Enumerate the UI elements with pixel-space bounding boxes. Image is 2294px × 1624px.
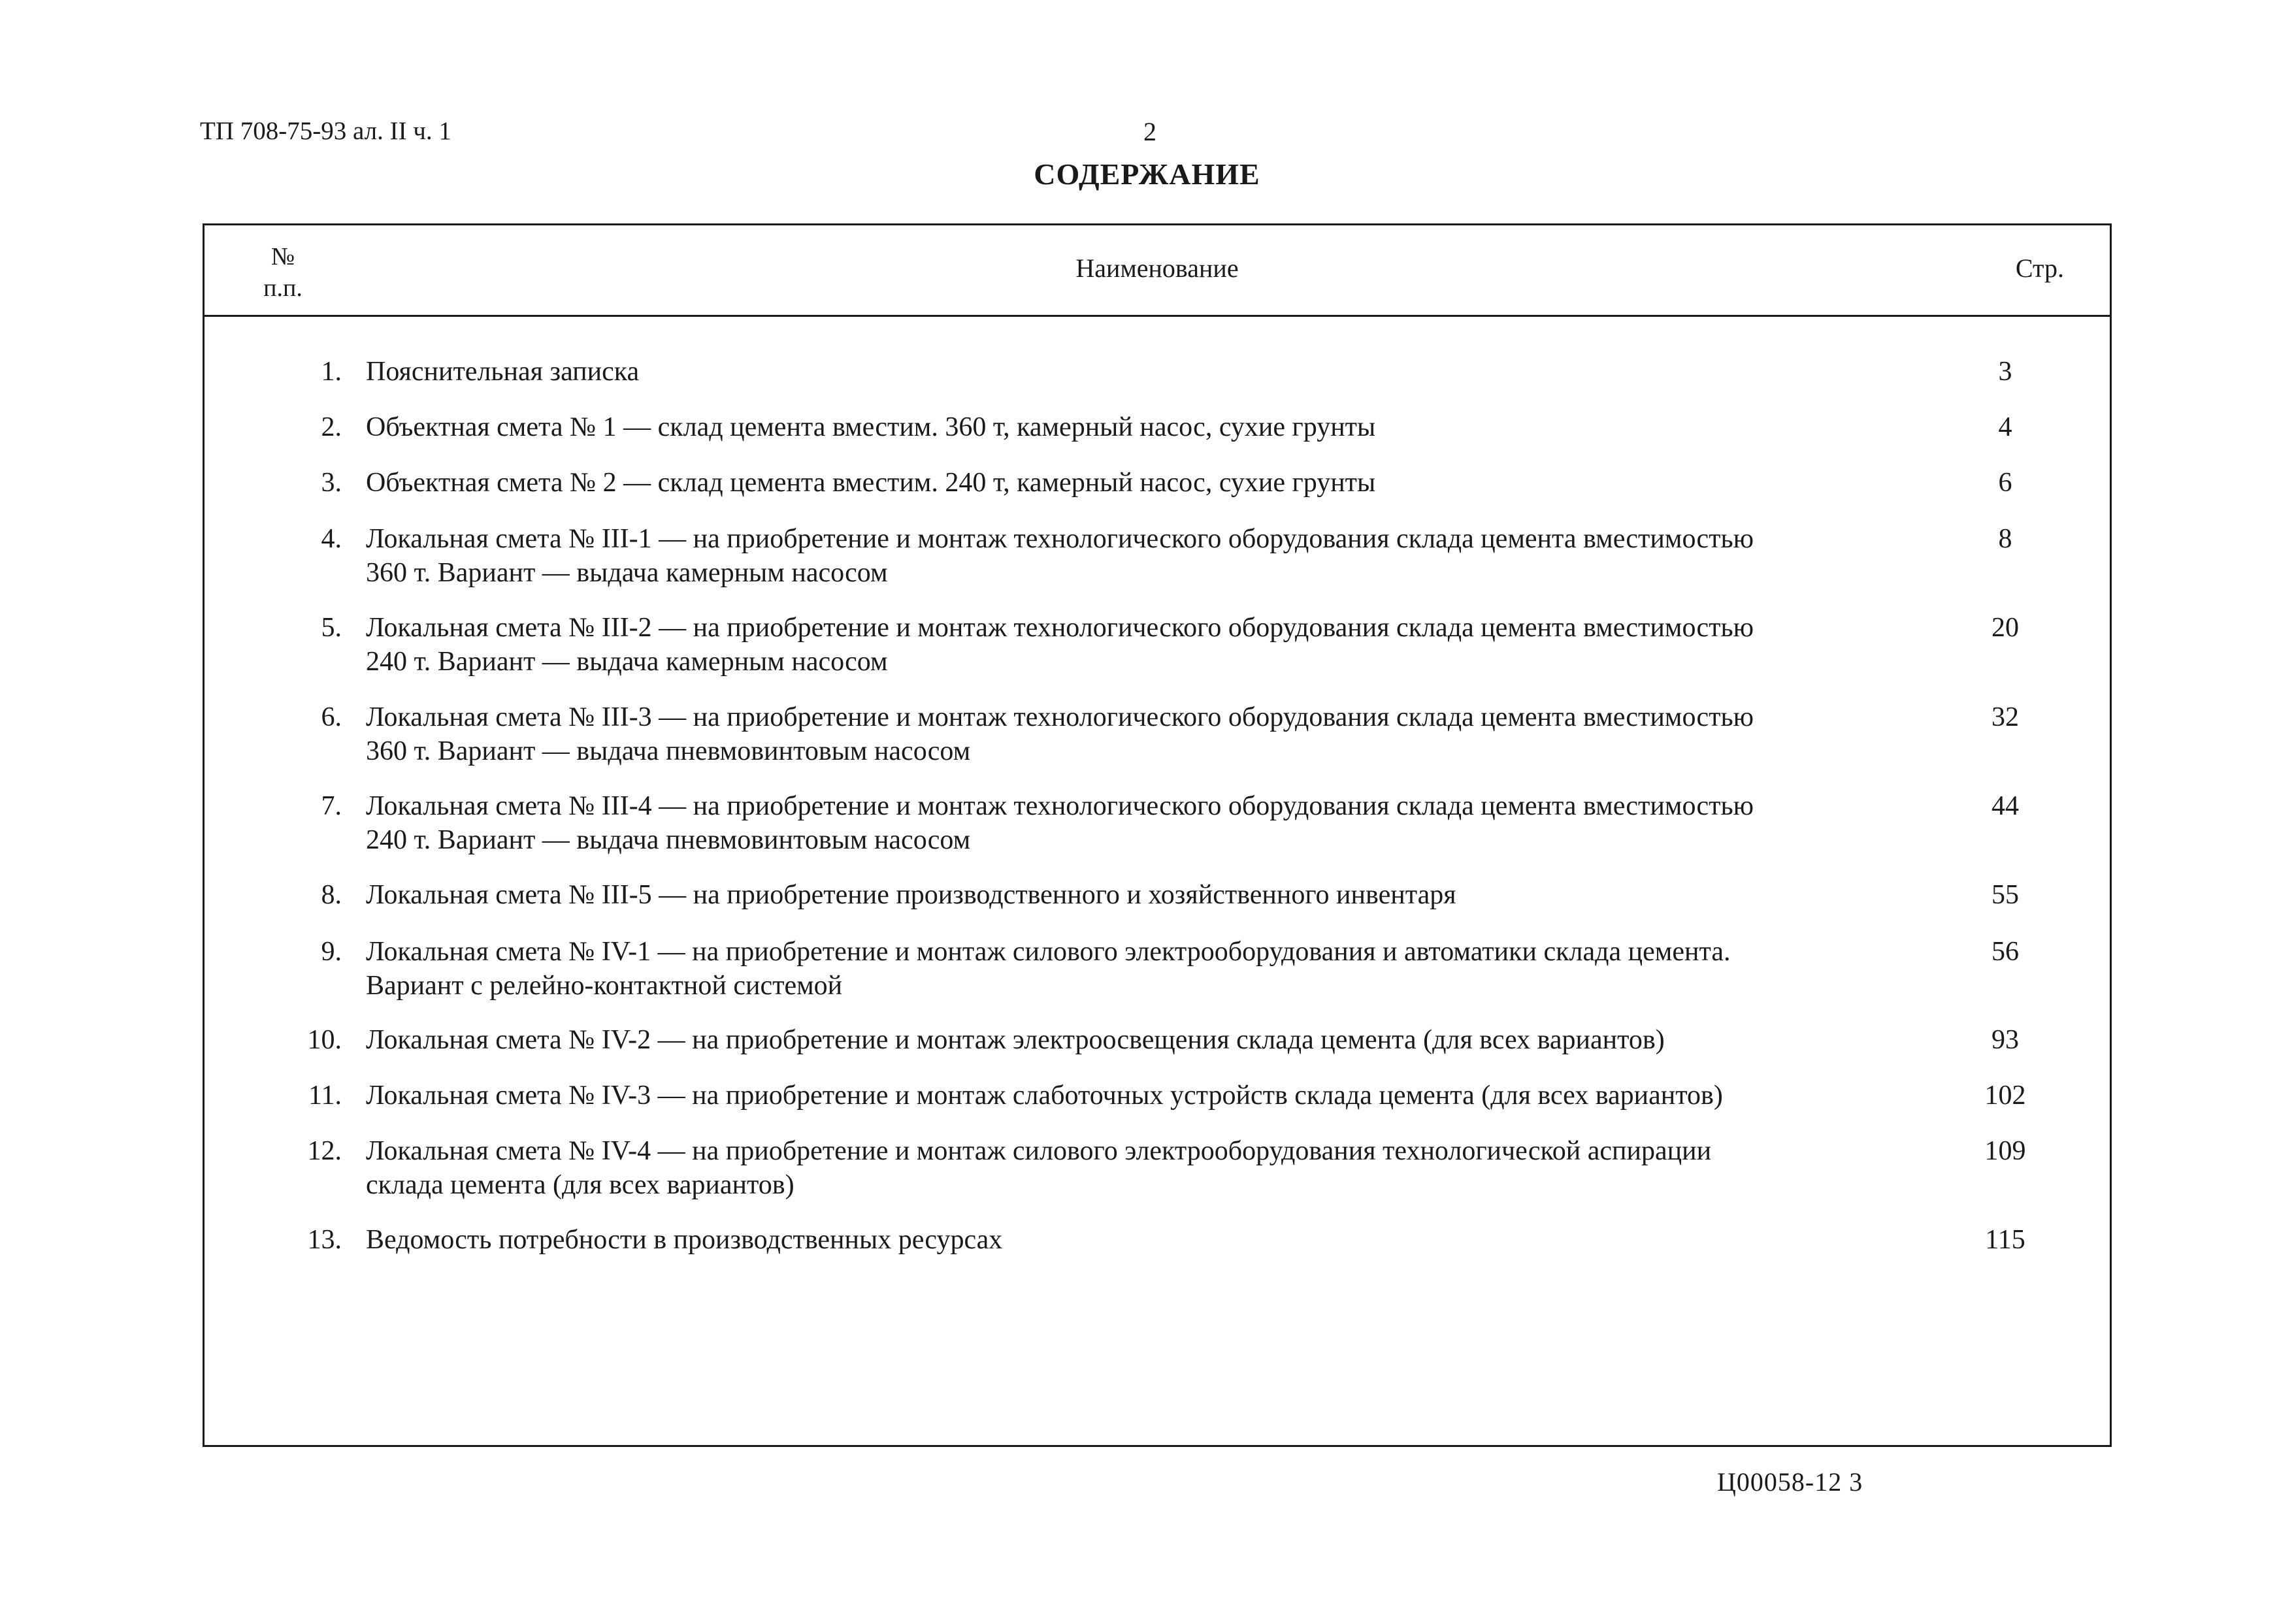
row-title-line: склада цемента (для всех вариантов): [366, 1170, 795, 1200]
row-title: [366, 611, 2155, 679]
row-page: 6: [1998, 468, 2012, 498]
column-header-number-line2: п.п.: [263, 274, 303, 302]
row-page: 3: [1998, 357, 2012, 387]
row-number: 1.: [321, 357, 342, 387]
row-title-line: Локальная смета № III-2 — на приобретение и монтаж технологического оборудования склада цемента вместимостью: [366, 613, 1754, 643]
row-number: 6.: [321, 702, 342, 732]
row-number: 13.: [307, 1225, 342, 1255]
row-title: [366, 1223, 2155, 1257]
row-title-line: Ведомость потребности в производственных ресурсах: [366, 1225, 1003, 1255]
row-title-line: Локальная смета № IV-3 — на приобретение и монтаж слаботочных устройств склада цемента (для всех вариантов): [366, 1080, 1723, 1111]
row-page: 8: [1998, 524, 2012, 554]
row-title: [366, 355, 2155, 389]
row-page: 4: [1998, 412, 2012, 442]
row-title-line: Локальная смета № III-1 — на приобретение и монтаж технологического оборудования склада цемента вместимостью: [366, 524, 1754, 554]
row-page: 32: [1991, 702, 2019, 732]
row-page: 44: [1991, 791, 2019, 821]
document-code: ТП 708-75-93 ал. II ч. 1: [200, 117, 451, 145]
row-title: [366, 935, 2155, 1003]
row-title-line: 240 т. Вариант — выдача пневмовинтовым насосом: [366, 825, 971, 855]
row-title: [366, 1023, 2155, 1057]
column-header-page: Стр.: [2015, 253, 2064, 283]
row-title-line: 360 т. Вариант — выдача пневмовинтовым насосом: [366, 736, 971, 766]
row-number: 3.: [321, 468, 342, 498]
row-page: 55: [1991, 880, 2019, 910]
row-title: [366, 1079, 2155, 1112]
row-title-line: Пояснительная записка: [366, 357, 640, 387]
row-title-line: Объектная смета № 1 — склад цемента вместим. 360 т, камерный насос, сухие грунты: [366, 412, 1376, 442]
contents-table: [203, 223, 2112, 1447]
row-title: [366, 700, 2155, 768]
footer-code: Ц00058-12 3: [1717, 1467, 1863, 1497]
row-title-line: Локальная смета № IV-4 — на приобретение и монтаж силового электрооборудования технологической аспирации: [366, 1136, 1712, 1166]
table-header-row: [205, 225, 2110, 317]
row-title-line: Вариант с релейно-контактной системой: [366, 971, 843, 1001]
row-title-line: 240 т. Вариант — выдача камерным насосом: [366, 647, 888, 677]
row-page: 56: [1991, 937, 2019, 967]
row-title: [366, 522, 2155, 590]
row-number: 2.: [321, 412, 342, 442]
row-number: 7.: [321, 791, 342, 821]
row-title: [366, 410, 2155, 444]
row-page: 93: [1991, 1025, 2019, 1055]
column-header-number-line1: №: [270, 243, 295, 270]
row-number: 4.: [321, 524, 342, 554]
row-page: 102: [1984, 1080, 2026, 1111]
row-number: 11.: [308, 1080, 342, 1111]
row-number: 8.: [321, 880, 342, 910]
row-page: 109: [1984, 1136, 2026, 1166]
row-number: 12.: [307, 1136, 342, 1166]
row-title-line: Локальная смета № III-3 — на приобретение и монтаж технологического оборудования склада цемента вместимостью: [366, 702, 1754, 732]
row-title-line: 360 т. Вариант — выдача камерным насосом: [366, 558, 888, 588]
row-title-line: Объектная смета № 2 — склад цемента вместим. 240 т, камерный насос, сухие грунты: [366, 468, 1376, 498]
row-title: [366, 878, 2155, 912]
column-header-name: Наименование: [1075, 253, 1239, 283]
row-page: 115: [1985, 1225, 2025, 1255]
row-title: [366, 466, 2155, 500]
row-title-line: Локальная смета № IV-2 — на приобретение и монтаж электроосвещения склада цемента (для всех вариантов): [366, 1025, 1665, 1055]
row-number: 10.: [307, 1025, 342, 1055]
row-number: 9.: [321, 937, 342, 967]
page-title: СОДЕРЖАНИЕ: [1034, 157, 1260, 191]
page-number: 2: [1143, 117, 1156, 146]
row-title-line: Локальная смета № III-5 — на приобретение производственного и хозяйственного инвентаря: [366, 880, 1456, 910]
row-title-line: Локальная смета № III-4 — на приобретение и монтаж технологического оборудования склада цемента вместимостью: [366, 791, 1754, 821]
row-page: 20: [1991, 613, 2019, 643]
row-title: [366, 789, 2155, 857]
row-title: [366, 1134, 2155, 1202]
row-number: 5.: [321, 613, 342, 643]
row-title-line: Локальная смета № IV-1 — на приобретение и монтаж силового электрооборудования и автоматики склада цемента.: [366, 937, 1731, 967]
